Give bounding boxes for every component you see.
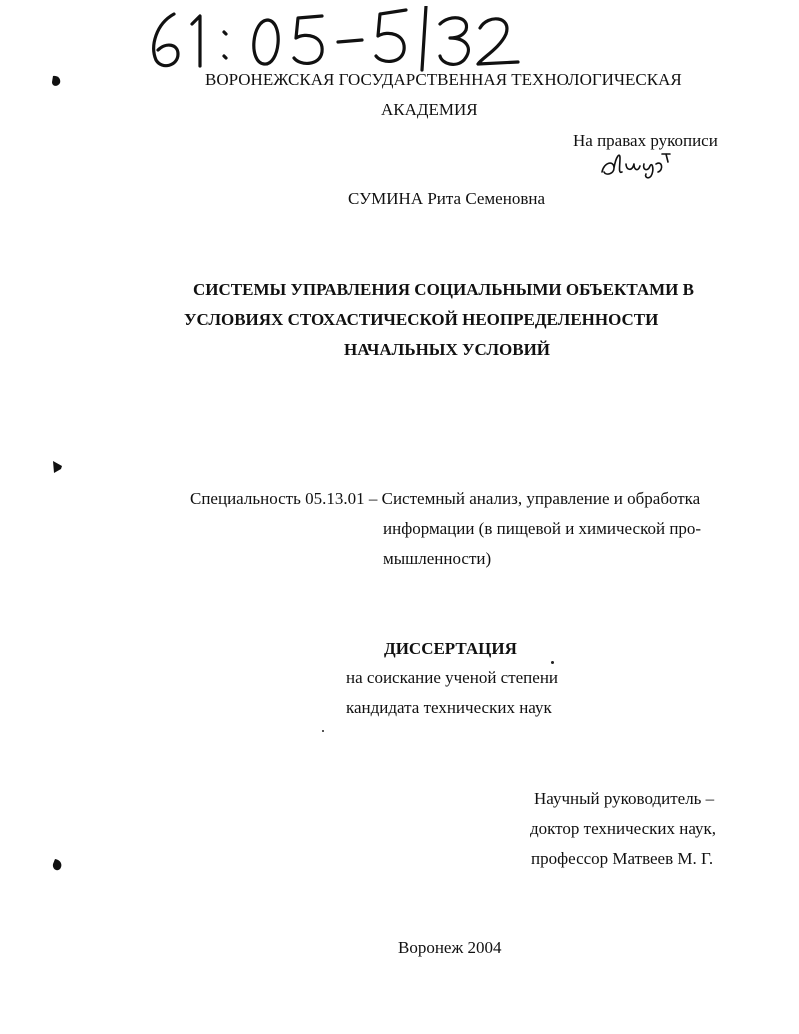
city-year: Воронеж 2004 — [398, 938, 502, 957]
punch-hole-mark — [51, 460, 63, 474]
specialty-line-1: Специальность 05.13.01 – Системный анализ, управление и обработка — [190, 489, 701, 508]
dissertation-heading: ДИССЕРТАЦИЯ — [384, 639, 517, 658]
punch-hole-mark — [51, 858, 63, 872]
institution-line-2: АКАДЕМИЯ — [381, 100, 478, 119]
institution-line-1: ВОРОНЕЖСКАЯ ГОСУДАРСТВЕННАЯ ТЕХНОЛОГИЧЕСКАЯ — [205, 70, 682, 89]
handwritten-signature — [598, 150, 680, 180]
degree-line-2: кандидата технических наук — [346, 698, 552, 717]
supervisor-line-1: Научный руководитель – — [534, 789, 715, 808]
punch-hole-mark — [50, 74, 62, 88]
specialty-line-2: информации (в пищевой и химической про- — [383, 519, 702, 538]
thesis-title-line-1: СИСТЕМЫ УПРАВЛЕНИЯ СОЦИАЛЬНЫМИ ОБЪЕКТАМИ В — [193, 280, 694, 299]
thesis-title-line-2: УСЛОВИЯХ СТОХАСТИЧЕСКОЙ НЕОПРЕДЕЛЕННОСТИ — [184, 310, 659, 329]
supervisor-line-3: профессор Матвеев М. Г. — [531, 849, 714, 868]
handwritten-archive-code — [140, 6, 520, 72]
thesis-title-line-3: НАЧАЛЬНЫХ УСЛОВИЙ — [344, 340, 551, 359]
ink-speck — [322, 730, 324, 732]
supervisor-line-2: доктор технических наук, — [530, 819, 717, 838]
ink-speck — [551, 661, 554, 664]
author-name: СУМИНА Рита Семеновна — [348, 189, 545, 208]
specialty-line-3: мышленности) — [383, 549, 492, 568]
degree-line-1: на соискание ученой степени — [346, 668, 559, 687]
manuscript-rights-note: На правах рукописи — [573, 131, 718, 150]
